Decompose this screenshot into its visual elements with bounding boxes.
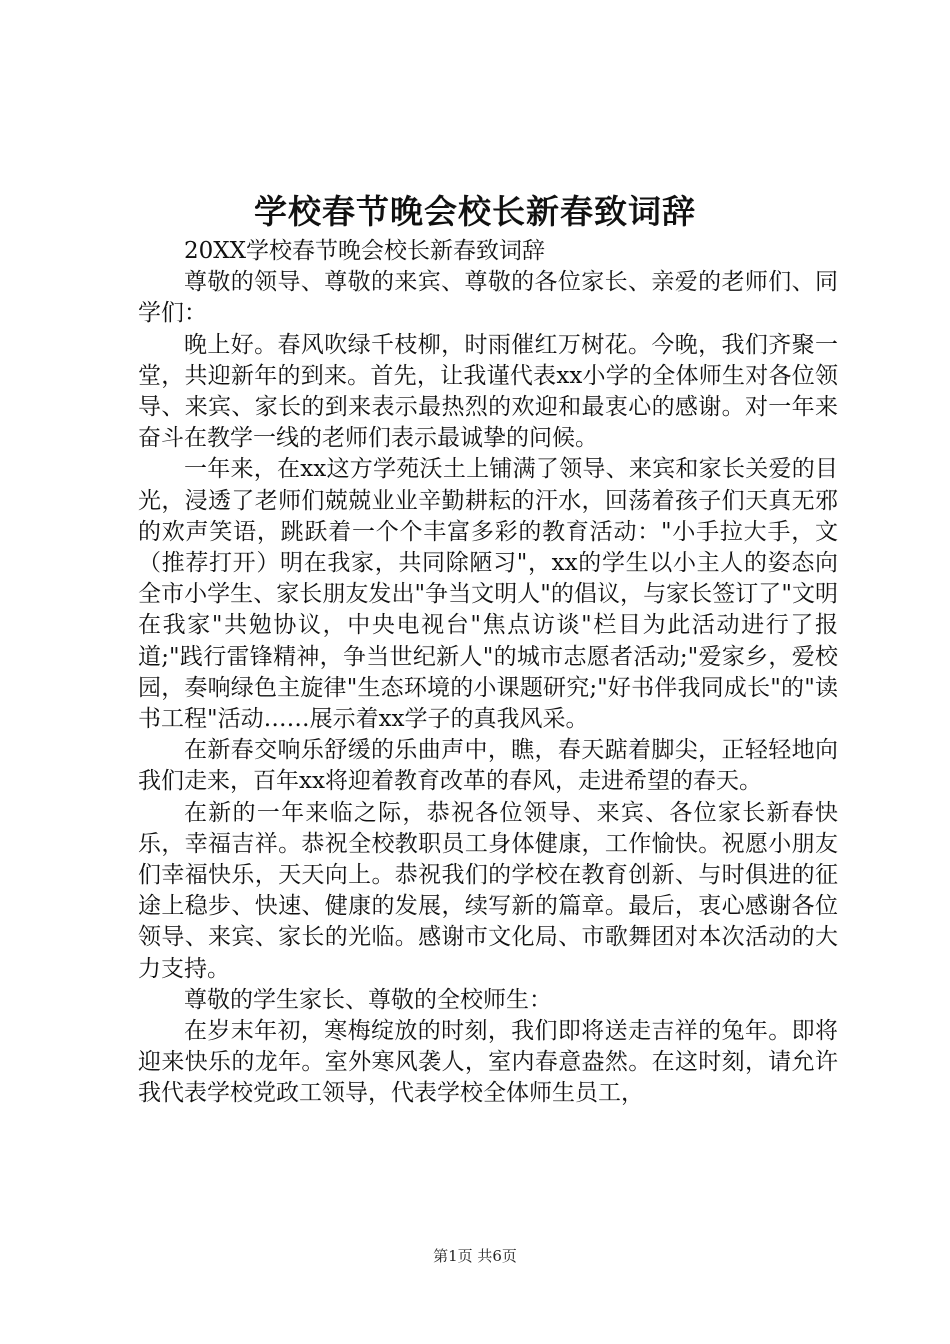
greeting-paragraph: 尊敬的领导、尊敬的来宾、尊敬的各位家长、亲爱的老师们、同学们：: [138, 269, 838, 327]
subtitle-paragraph: 20XX学校春节晚会校长新春致词辞: [184, 238, 546, 264]
greeting-paragraph: 尊敬的学生家长、尊敬的全校师生：: [184, 986, 552, 1013]
body-paragraph: 在新的一年来临之际，恭祝各位领导、来宾、各位家长新春快乐，幸福吉祥。恭祝全校教职员工身体健康，工作愉快。祝愿小朋友们幸福快乐，天天向上。恭祝我们的学校在教育创新、与时俱进的征途上稳步、快速、健康的发展，续写新的篇章。最后，衷心感谢各位领导、来宾、家长的光临。感谢市文化局、市歌舞团对本次活动的大力支持。: [138, 799, 838, 982]
body-paragraph: 一年来，在xx这方学苑沃土上铺满了领导、来宾和家长关爱的目光，浸透了老师们兢兢业业辛勤耕耘的汗水，回荡着孩子们天真无邪的欢声笑语，跳跃着一个个丰富多彩的教育活动："小手拉大手，文（推荐打开）明在我家，共同除陋习"，xx的学生以小主人的姿态向全市小学生、家长朋友发出"争当文明人"的倡议，与家长签订了"文明在我家"共勉协议，中央电视台"焦点访谈"栏目为此活动进行了报道;"践行雷锋精神，争当世纪新人"的城市志愿者活动;"爱家乡，爱校园，奏响绿色主旋律"生态环境的小课题研究;"好书伴我同成长"的"读书工程"活动……展示着xx学子的真我风采。: [138, 456, 838, 733]
body-paragraph: 在新春交响乐舒缓的乐曲声中，瞧，春天踮着脚尖，正轻轻地向我们走来，百年xx将迎着教育改革的春风，走进希望的春天。: [138, 737, 838, 795]
document-body: [138, 236, 838, 1110]
document-title: 学校春节晚会校长新春致词辞: [254, 192, 696, 231]
body-paragraph: 在岁末年初，寒梅绽放的时刻，我们即将送走吉祥的兔年。即将迎来快乐的龙年。室外寒风袭人，室内春意盎然。在这时刻，请允许我代表学校党政工领导，代表学校全体师生员工，: [138, 1018, 838, 1107]
page-number: 第1页 共6页: [433, 1247, 517, 1265]
body-paragraph: 晚上好。春风吹绿千枝柳，时雨催红万树花。今晚，我们齐聚一堂，共迎新年的到来。首先，让我谨代表xx小学的全体师生对各位领导、来宾、家长的到来表示最热烈的欢迎和最衷心的感谢。对一年来奋斗在教学一线的老师们表示最诚挚的问候。: [138, 331, 838, 452]
